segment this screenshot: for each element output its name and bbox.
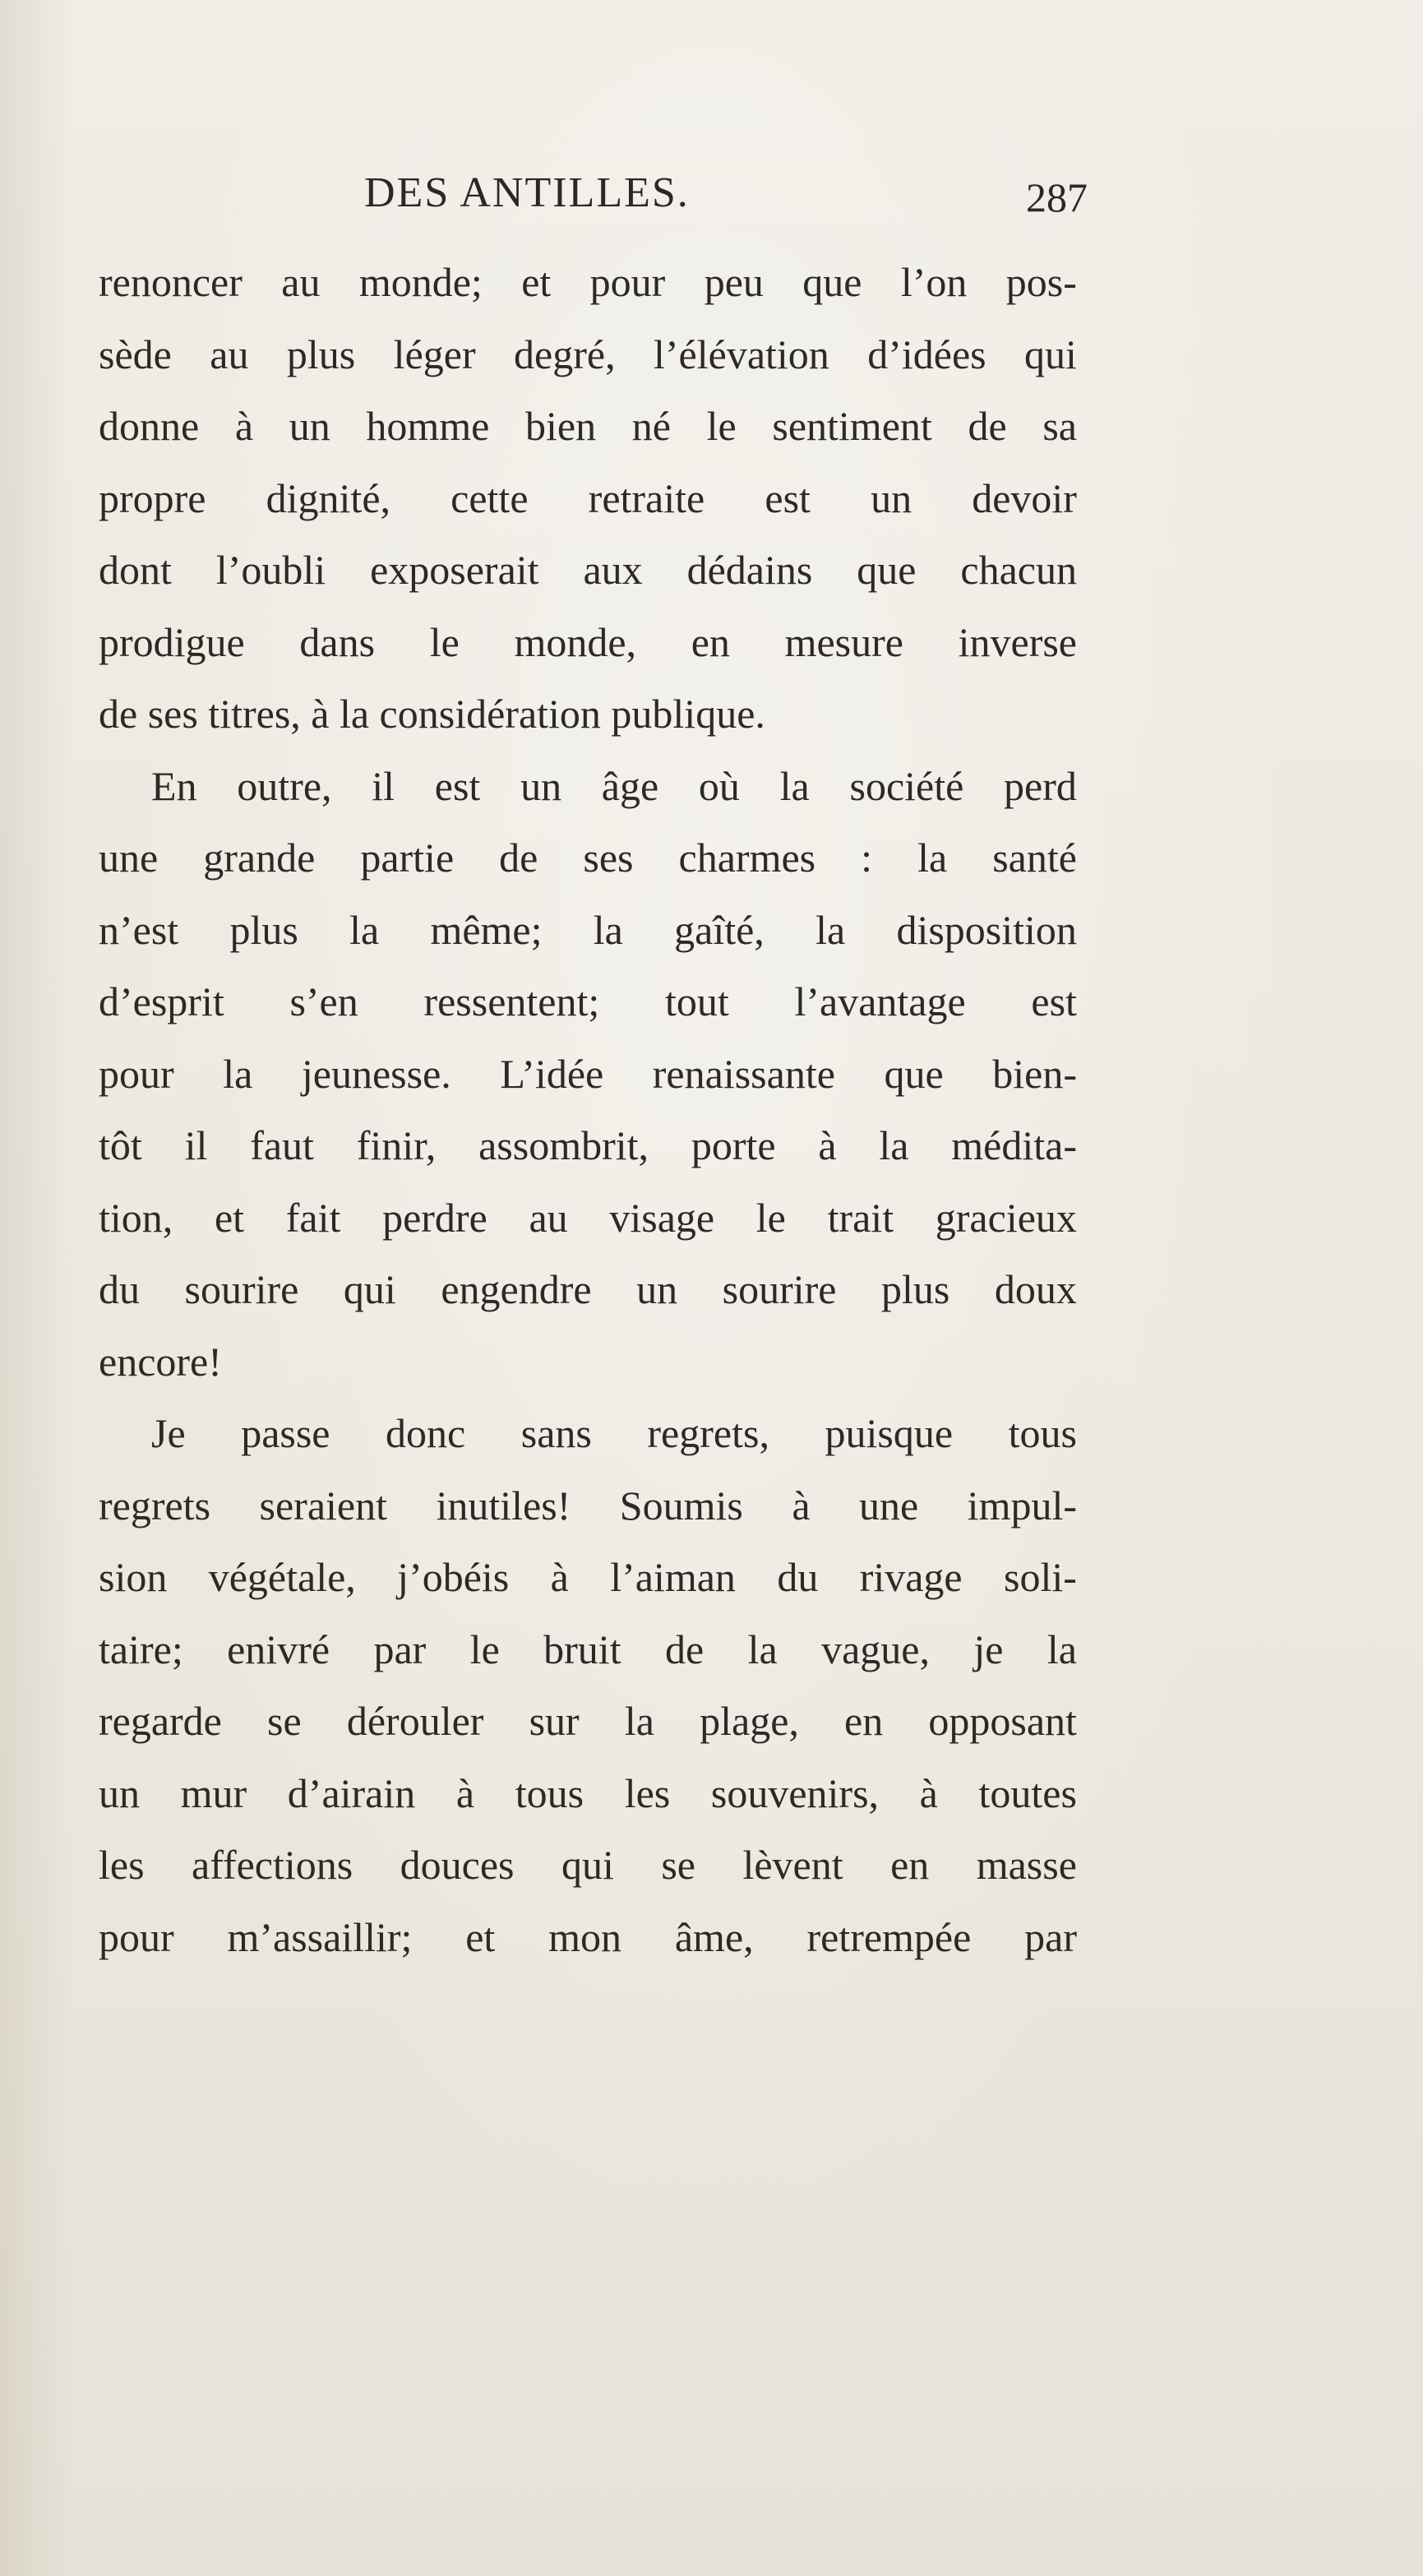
text-line-9: une grande partie de ses charmes : la santé	[99, 835, 1077, 881]
text-line-5: dont l’oubli exposerait aux dédains que chacun	[99, 547, 1077, 593]
page-gutter-shadow	[0, 0, 74, 2576]
text-line-19: sion végétale, j’obéis à l’aiman du rivage soli-	[99, 1554, 1077, 1600]
text-line-20: taire; enivré par le bruit de la vague, je la	[99, 1626, 1077, 1672]
text-line-4: propre dignité, cette retraite est un devoir	[99, 474, 1077, 521]
text-line-13: tôt il faut finir, assombrit, porte à la médita-	[99, 1122, 1077, 1168]
text-line-22: un mur d’airain à tous les souvenirs, à toutes	[99, 1769, 1077, 1816]
text-line-2: sède au plus léger degré, l’élévation d’idées qui	[99, 331, 1077, 377]
text-line-21: regarde se dérouler sur la plage, en opposant	[99, 1698, 1077, 1744]
text-line-15: du sourire qui engendre un sourire plus doux	[99, 1266, 1077, 1312]
text-line-24: pour m’assaillir; et mon âme, retrempée par	[99, 1913, 1077, 1960]
page-number: 287	[1026, 174, 1088, 220]
page-header	[364, 169, 1088, 234]
text-line-23: les affections douces qui se lèvent en masse	[99, 1842, 1077, 1888]
text-line-1: renoncer au monde; et pour peu que l’on pos-	[99, 259, 1077, 305]
running-head: DES ANTILLES.	[364, 169, 690, 216]
text-line-8: En outre, il est un âge où la société perd	[151, 762, 1077, 809]
text-line-14: tion, et fait perdre au visage le trait gracieux	[99, 1194, 1077, 1241]
text-line-18: regrets seraient inutiles! Soumis à une impul-	[99, 1482, 1077, 1528]
text-line-11: d’esprit s’en ressentent; tout l’avantage est	[99, 978, 1077, 1024]
text-line-10: n’est plus la même; la gaîté, la disposition	[99, 906, 1077, 953]
body-text	[99, 247, 1077, 1973]
text-line-12: pour la jeunesse. L’idée renaissante que bien-	[99, 1050, 1077, 1097]
text-line-3: donne à un homme bien né le sentiment de sa	[99, 403, 1077, 449]
text-line-6: prodigue dans le monde, en mesure inverse	[99, 618, 1077, 665]
text-line-7: de ses titres, à la considération publique.	[99, 691, 765, 737]
text-line-17: Je passe donc sans regrets, puisque tous	[151, 1410, 1077, 1456]
text-line-16: encore!	[99, 1338, 222, 1385]
